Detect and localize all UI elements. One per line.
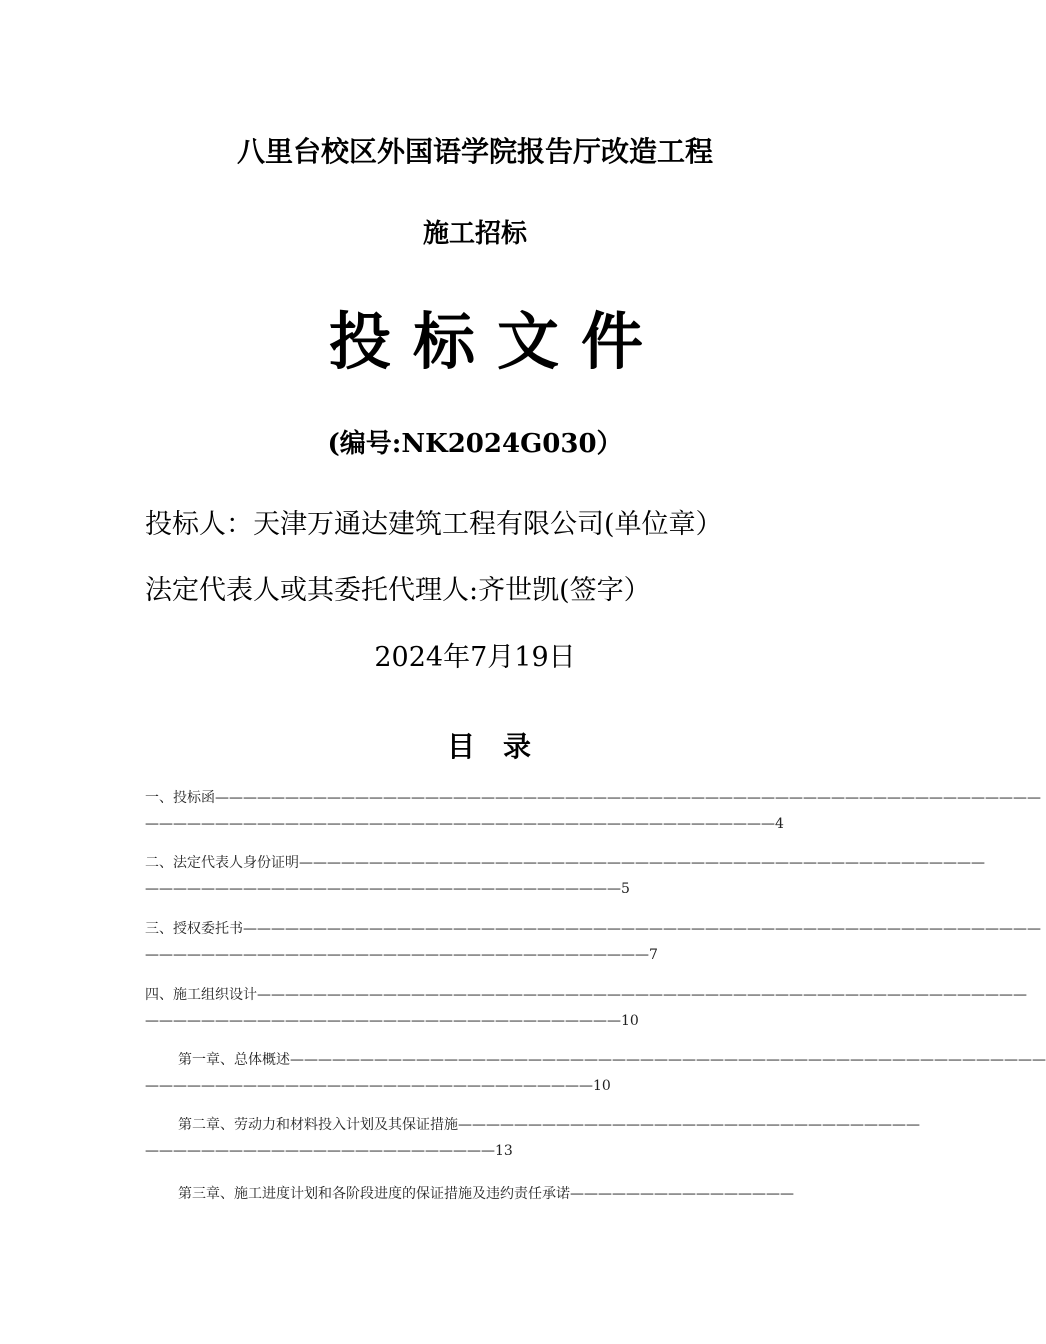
toc-title: 目录 <box>446 730 559 763</box>
toc-entry-chapter-1[interactable] <box>145 1047 1046 1099</box>
bid-date: 2024年7月19日 <box>374 642 576 673</box>
toc-entry-line: 二、法定代表人身份证明————————————————————————————————————————————————— <box>145 855 985 871</box>
toc-entry-legal-rep-id[interactable] <box>145 850 985 902</box>
bidder-company: 投标人：天津万通达建筑工程有限公司(单位章） <box>145 509 723 540</box>
toc-entry-bid-letter[interactable] <box>145 785 1041 837</box>
document-number: (编号:NK2024G030） <box>327 429 623 459</box>
toc-entry-line: —————————————————————————————————————————————4 <box>145 816 784 832</box>
toc-entry-line: ————————————————————————————————————7 <box>145 947 658 963</box>
toc-entry-construction-design[interactable] <box>145 982 1027 1034</box>
toc-entry-line: 四、施工组织设计——————————————————————————————————————————————————————— <box>145 987 1027 1003</box>
toc-entry-line: 第一章、总体概述—————————————————————————————————————————————————————— <box>178 1052 1046 1068</box>
toc-entry-line: ————————————————————————————————10 <box>145 1078 611 1094</box>
toc-entry-line: —————————————————————————13 <box>145 1143 513 1159</box>
toc-entry-chapter-3[interactable] <box>145 1181 810 1207</box>
toc-entry-line: 一、投标函——————————————————————————————————————————————————————————— <box>145 790 1041 806</box>
toc-entry-line: 第二章、劳动力和材料投入计划及其保证措施————————————————————————————————— <box>178 1117 920 1133</box>
toc-entry-line: ——————————————————————————————————10 <box>145 1013 639 1029</box>
document-title: 投标文件 <box>328 305 665 378</box>
toc-entry-chapter-2[interactable] <box>145 1112 920 1164</box>
toc-entry-power-of-attorney[interactable] <box>145 916 1041 968</box>
tender-type: 施工招标 <box>422 219 527 249</box>
project-name: 八里台校区外国语学院报告厅改造工程 <box>236 135 713 168</box>
toc-entry-line: ——————————————————————————————————5 <box>145 881 630 897</box>
toc-entry-line: 第三章、施工进度计划和各阶段进度的保证措施及违约责任承诺———————————————— <box>178 1186 794 1202</box>
toc-entry-line: 三、授权委托书————————————————————————————————————————————————————————— <box>145 921 1041 937</box>
legal-representative: 法定代表人或其委托代理人:齐世凯(签字） <box>145 575 651 606</box>
